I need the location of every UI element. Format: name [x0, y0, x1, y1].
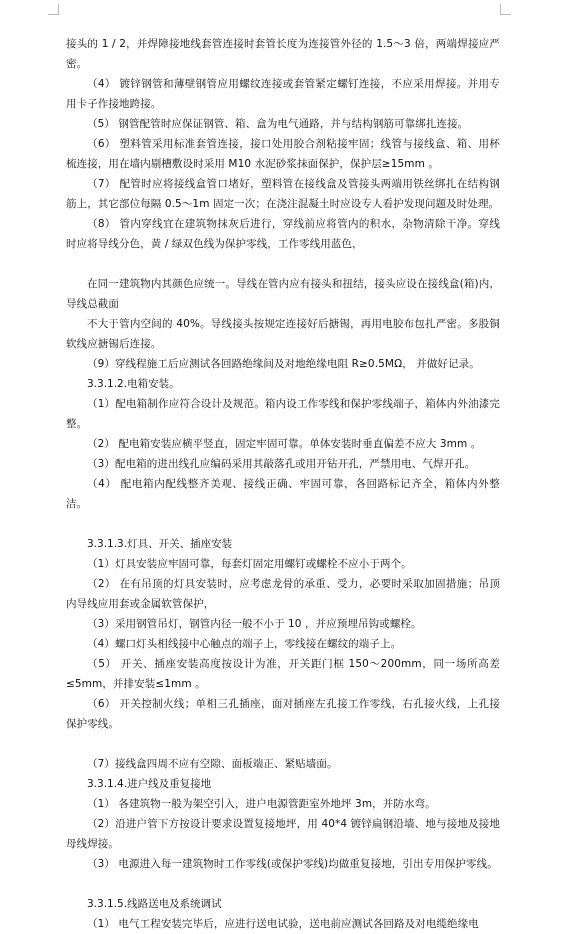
paragraph: （3）采用钢管吊灯，钢管内径一般不小于 10 ，并应预埋吊钩或螺栓。: [87, 618, 422, 630]
paragraph: （4） 配电箱内配线整齐美观、接线正确、牢固可靠，各回路标记齐全，箱体内外整洁。: [66, 478, 500, 510]
paragraph: （8） 管内穿线宜在建筑物抹灰后进行，穿线前应将管内的积水，杂物清除干净。穿线时应将导线分色，黄 / 绿双色线为保护零线，工作零线用蓝色，: [66, 218, 500, 250]
blank-line: [66, 514, 500, 534]
section-heading: 3.3.1.5.线路送电及系统调试: [87, 898, 222, 910]
paragraph: （6） 塑料管采用标准套管连接，接口处用胶合剂粘接牢固；线管与接线盒、箱、用杯梳连接，用在墙内剔槽敷设时采用 M10 水泥砂浆抹面保护，保护层≥15mm 。: [66, 138, 500, 170]
paragraph: （5） 开关、插座安装高度按设计为准，开关距门框 150～200mm，同一场所高差≤5mm，并排安装≤1mm 。: [66, 658, 500, 690]
paragraph: 在同一建筑物内其颜色应统一。导线在管内应有接头和扭结，接头应设在接线盒(箱)内，导线总截面: [66, 278, 500, 310]
blank-line: [66, 734, 500, 754]
paragraph: （7）接线盒四周不应有空隙、面板端正、紧贴墙面。: [87, 758, 338, 770]
crop-mark-top-left: [48, 4, 59, 15]
paragraph: （1） 电气工程安装完毕后，应进行送电试验，送电前应测试各回路及对电缆绝缘电: [87, 918, 479, 930]
blank-line: [66, 874, 500, 894]
paragraph: （5） 钢管配管时应保证钢管、箱、盒为电气通路，并与结构钢筋可靠绑扎连接。: [87, 118, 469, 130]
paragraph: （6） 开关控制火线；单相三孔插座，面对插座左孔接工作零线，右孔接火线，上孔接保护零线。: [66, 698, 500, 730]
document-body: [66, 34, 500, 934]
paragraph: （4）螺口灯头相线接中心触点的端子上，零线接在螺纹的端子上。: [87, 638, 402, 650]
paragraph: 不大于管内空间的 40%。导线接头按规定连接好后搪锡，再用电胶布包扎严密。多股铜软线应搪锡后连接。: [66, 318, 500, 350]
blank-line: [66, 254, 500, 274]
paragraph: 接头的 1 / 2，并焊障接地线套管连接时套管长度为连接管外径的 1.5～3 倍，两端焊接应严密。: [66, 38, 500, 70]
paragraph: （3）配电箱的进出线孔应编码采用其敲落孔或用开钻开孔，严禁用电、气焊开孔。: [87, 458, 476, 470]
section-heading: 3.3.1.4.进户线及重复接地: [87, 778, 212, 790]
section-heading: 3.3.1.2.电箱安装。: [87, 378, 180, 390]
paragraph: （7） 配管时应将接线盒管口堵好，塑料管在接线盒及管接头两端用铁丝绑扎在结构钢筋上，其它部位每隔 0.5～1m 固定一次；在浇注混凝土时应设专人看护发现问题及时处理。: [66, 178, 500, 210]
paragraph: （9）穿线程施工后应测试各回路绝缘间及对地绝缘电阻 R≥0.5MΩ， 并做好记录。: [87, 358, 480, 370]
crop-mark-top-right: [500, 4, 511, 15]
paragraph: （1）配电箱制作应符合设计及规范。箱内设工作零线和保护零线端子，箱体内外油漆完整。: [66, 398, 500, 430]
paragraph: （4） 镀锌钢管和薄壁钢管应用螺纹连接或套管紧定螺钉连接，不应采用焊接。并用专用卡子作接地跨接。: [66, 78, 500, 110]
paragraph: （2） 配电箱安装应横平竖直，固定牢固可靠。单体安装时垂直偏差不应大 3mm 。: [87, 438, 482, 450]
section-heading: 3.3.1.3.灯具、开关、插座安装: [87, 538, 233, 550]
paragraph: （3） 电源进入每一建筑物时工作零线(或保护零线)均做重复接地，引出专用保护零线。: [87, 858, 498, 870]
paragraph: （2）沿进户管下方按设计要求设置复接地坪，用 40*4 镀锌扁钢沿墙、地与接地及接地母线焊接。: [66, 818, 500, 850]
paragraph: （1） 各建筑物一般为架空引入，进户电源管距室外地坪 3m，并防水弯。: [87, 798, 436, 810]
paragraph: （1）灯具安装应牢固可靠，每套灯固定用螺钉或螺栓不应小于两个。: [87, 558, 412, 570]
paragraph: （2） 在有吊顶的灯具安装时，应考虑龙骨的承重、受力，必要时采取加固措施；吊顶内导线应用套或金属软管保护，: [66, 578, 500, 610]
